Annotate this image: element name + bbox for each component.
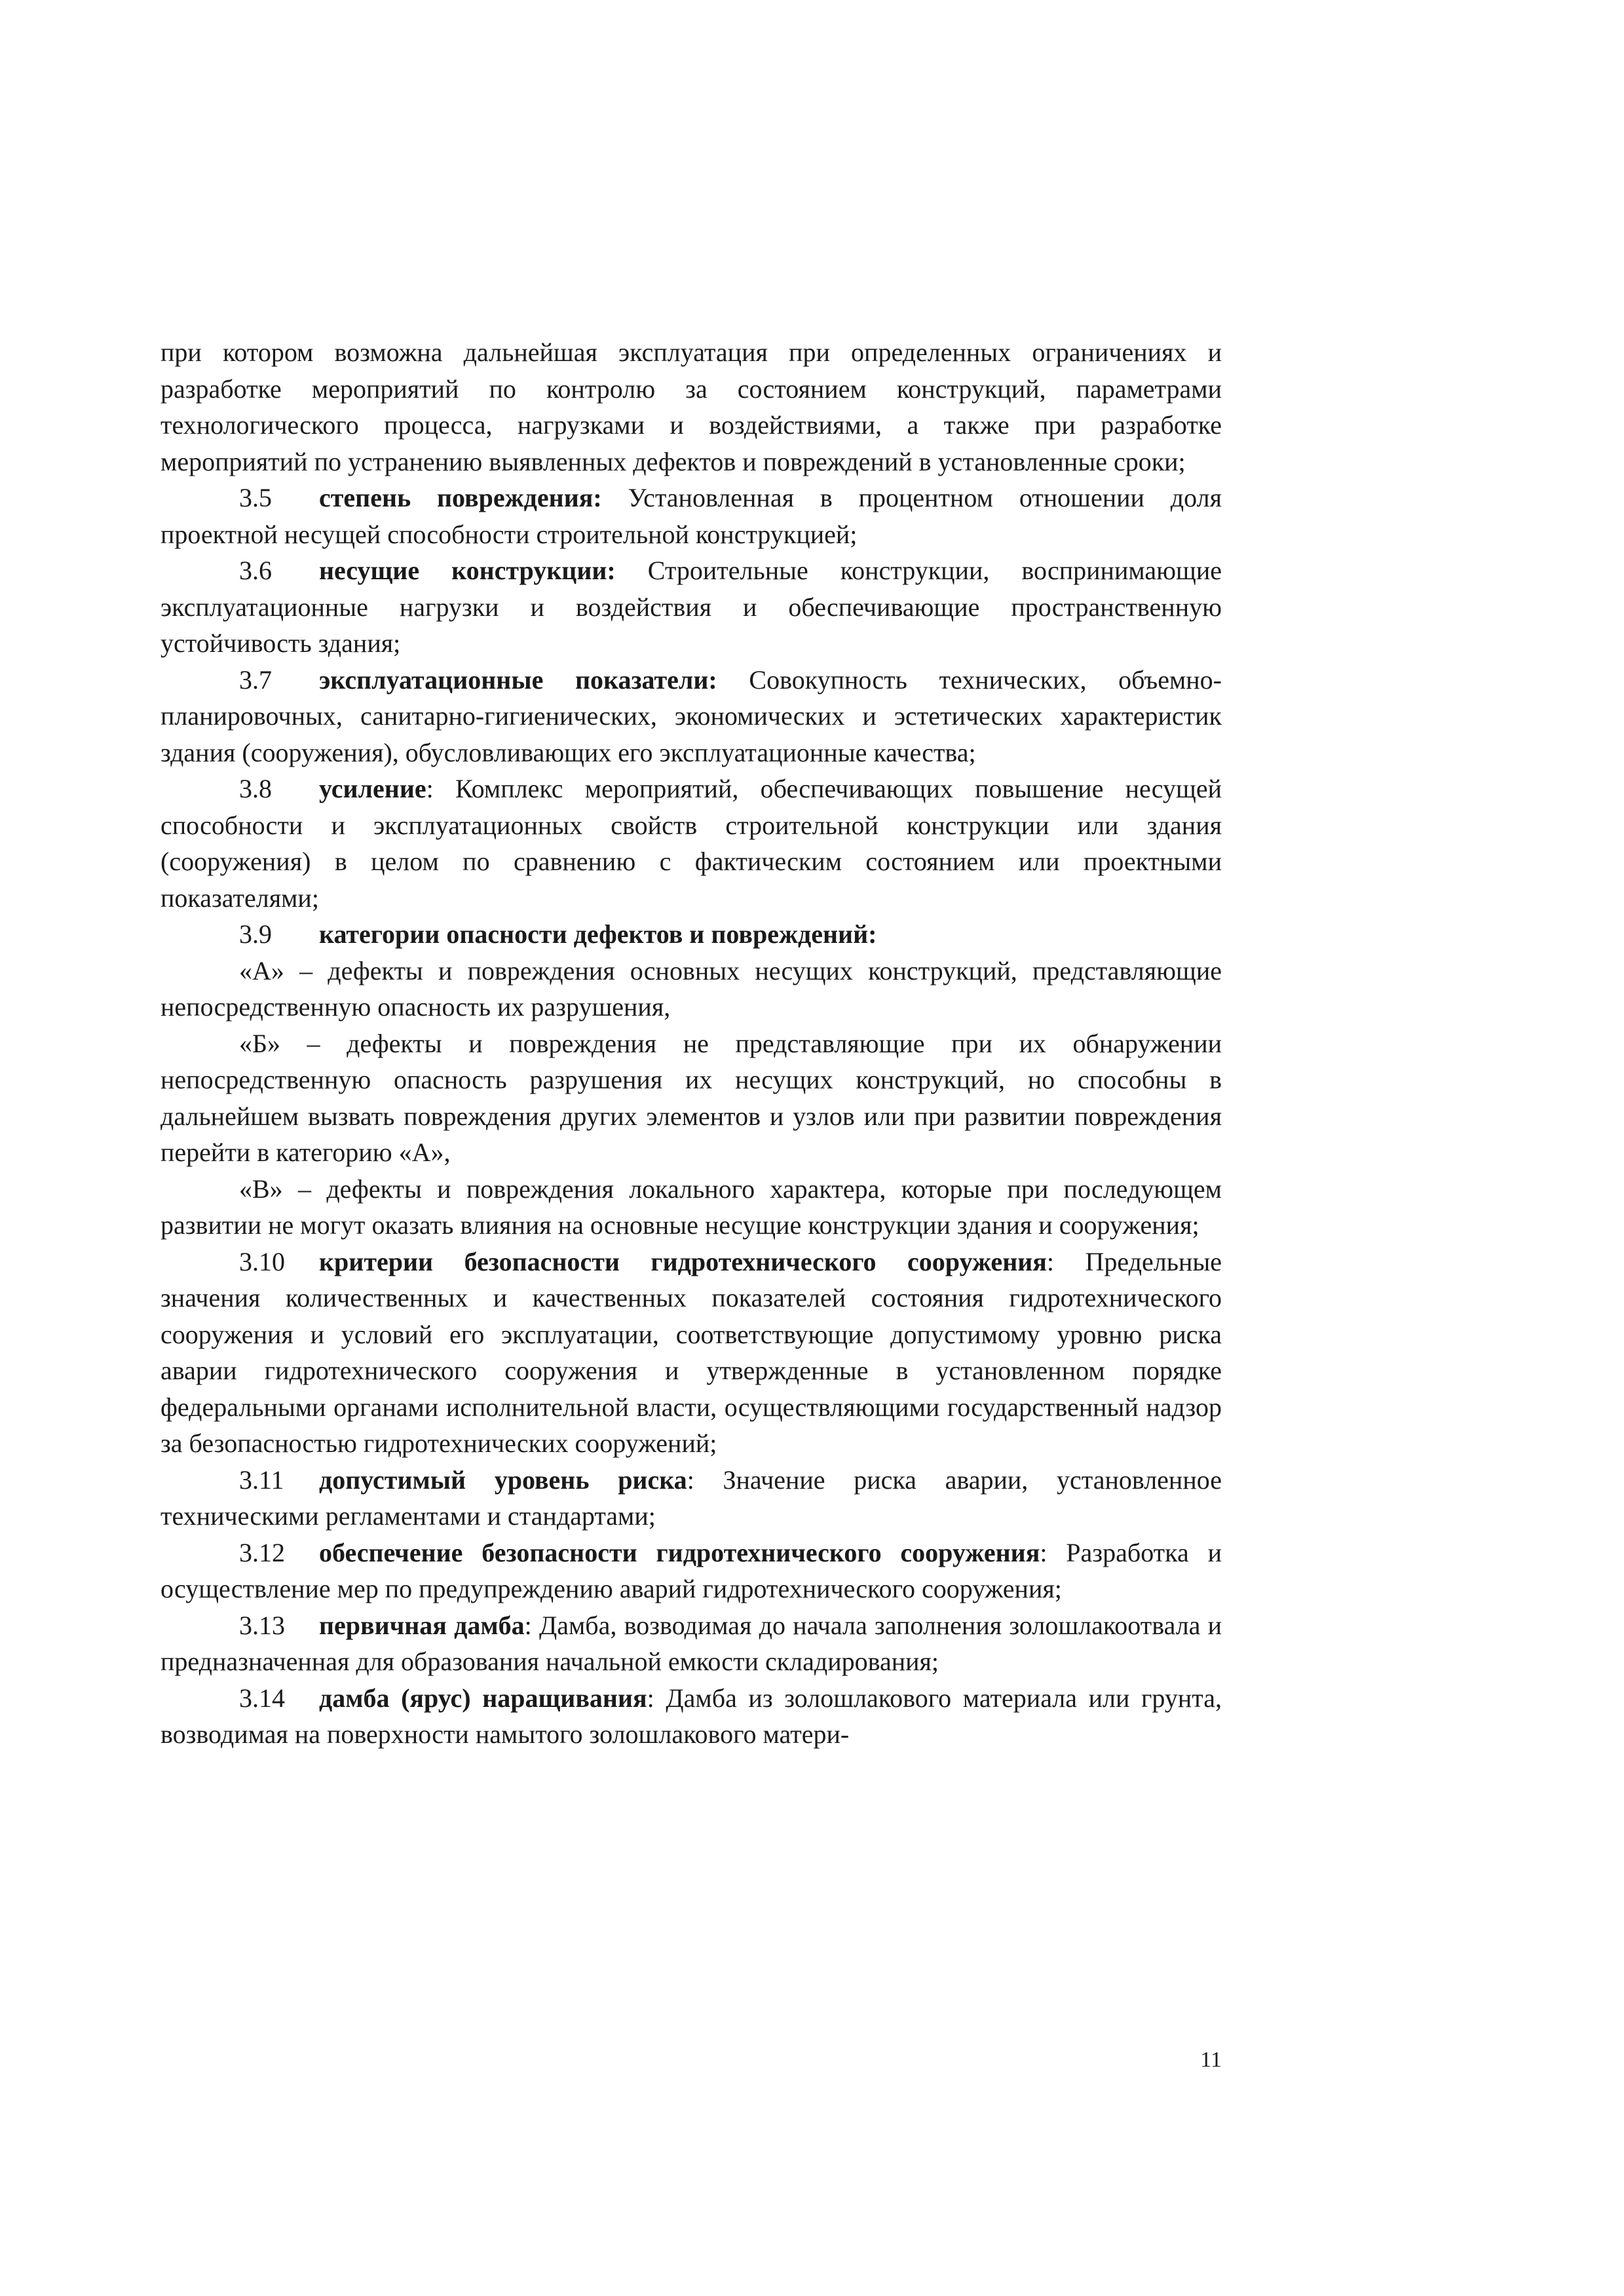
body-text	[161, 334, 1222, 1753]
clause-number: 3.11	[239, 1464, 284, 1495]
term: эксплуатационные показатели:	[319, 664, 717, 695]
term: первичная дамба	[319, 1610, 525, 1640]
definition-3-5	[161, 480, 1222, 552]
definition-3-10	[161, 1244, 1222, 1462]
definition-text: : Дамба из золошлакового материала или грунта, возводимая на поверхности намытого золошлакового матери-	[161, 1683, 1222, 1749]
clause-number: 3.12	[239, 1537, 285, 1567]
clause-number: 3.14	[239, 1683, 285, 1713]
clause-number: 3.13	[239, 1610, 285, 1640]
clause-number: 3.10	[239, 1246, 285, 1276]
definition-text: : Разработка и осуществление мер по предупреждению аварий гидротехнического сооружения;	[161, 1537, 1222, 1603]
category-a: «А» – дефекты и повреждения основных несущих конструкций, представляющие непосредственную опасность их разрушения,	[161, 955, 1222, 1022]
term: допустимый уровень риска	[319, 1464, 687, 1495]
clause-number: 3.6	[239, 556, 272, 585]
page-number: 11	[1200, 2048, 1222, 2072]
definition-text: : Значение риска аварии, установленное техническими регламентами и стандартами;	[161, 1464, 1222, 1531]
term: дамба (ярус) наращивания	[319, 1683, 647, 1713]
definition-3-6	[161, 552, 1222, 662]
definition-3-8	[161, 771, 1222, 916]
clause-number: 3.5	[239, 483, 272, 512]
term: критерии безопасности гидротехнического сооружения	[319, 1246, 1047, 1276]
definition-3-9	[161, 916, 1222, 953]
category-v: «В» – дефекты и повреждения локального характера, которые при последующем развитии не могут оказать влияния на основные несущие конструкции здания и сооружения;	[161, 1174, 1222, 1240]
definition-text: : Дамба, возводимая до начала заполнения золошлакоотвала и предназначенная для образования начальной емкости складирования;	[161, 1610, 1222, 1676]
definition-text: : Предельные значения количественных и качественных показателей состояния гидротехнического сооружения и условий его эксплуатации, соответствующие допустимому уровню риска аварии гидротехнического сооружения и утвержденные в установленном порядке федеральными органами исполнительной власти, осуществляющими государственный надзор за безопасностью гидротехнических сооружений;	[161, 1246, 1222, 1458]
definition-text: Установленная в процентном отношении доля проектной несущей способности строительной конструкцией;	[161, 483, 1222, 549]
clause-number: 3.7	[239, 664, 272, 695]
term: обеспечение безопасности гидротехнического сооружения	[319, 1537, 1040, 1567]
clause-number: 3.8	[239, 774, 272, 803]
definition-3-12	[161, 1535, 1222, 1607]
continuation-paragraph: при котором возможна дальнейшая эксплуатация при определенных ограничениях и разработке мероприятий по контролю за состоянием конструкций, параметрами технологического процесса, нагрузками и воздействиями, а также при разработке мероприятий по устранению выявленных дефектов и повреждений в установленные сроки;	[161, 337, 1222, 476]
term: усиление	[319, 774, 426, 803]
term: степень повреждения:	[319, 483, 602, 512]
definition-text: Совокупность технических, объемно-планировочных, санитарно-гигиенических, экономических и эстетических характеристик здания (сооружения), обусловливающих его эксплуатационные качества;	[161, 664, 1222, 767]
clause-number: 3.9	[239, 919, 272, 949]
definition-text: : Комплекс мероприятий, обеспечивающих повышение несущей способности и эксплуатационных свойств строительной конструкции или здания (сооружения) в целом по сравнению с фактическим состоянием или проектными показателями;	[161, 774, 1222, 913]
term: несущие конструкции:	[319, 556, 616, 585]
category-b: «Б» – дефекты и повреждения не представляющие при их обнаружении непосредственную опасность разрушения их несущих конструкций, но способны в дальнейшем вызвать повреждения других элементов и узлов или при развитии повреждения перейти в категорию «А»,	[161, 1028, 1222, 1167]
definition-3-7	[161, 662, 1222, 771]
definition-text: Строительные конструкции, воспринимающие эксплуатационные нагрузки и воздействия и обеспечивающие пространственную устойчивость здания;	[161, 556, 1222, 658]
definition-3-14	[161, 1680, 1222, 1753]
definition-3-13	[161, 1607, 1222, 1680]
definition-3-11	[161, 1462, 1222, 1535]
term: категории опасности дефектов и повреждений:	[319, 919, 877, 949]
